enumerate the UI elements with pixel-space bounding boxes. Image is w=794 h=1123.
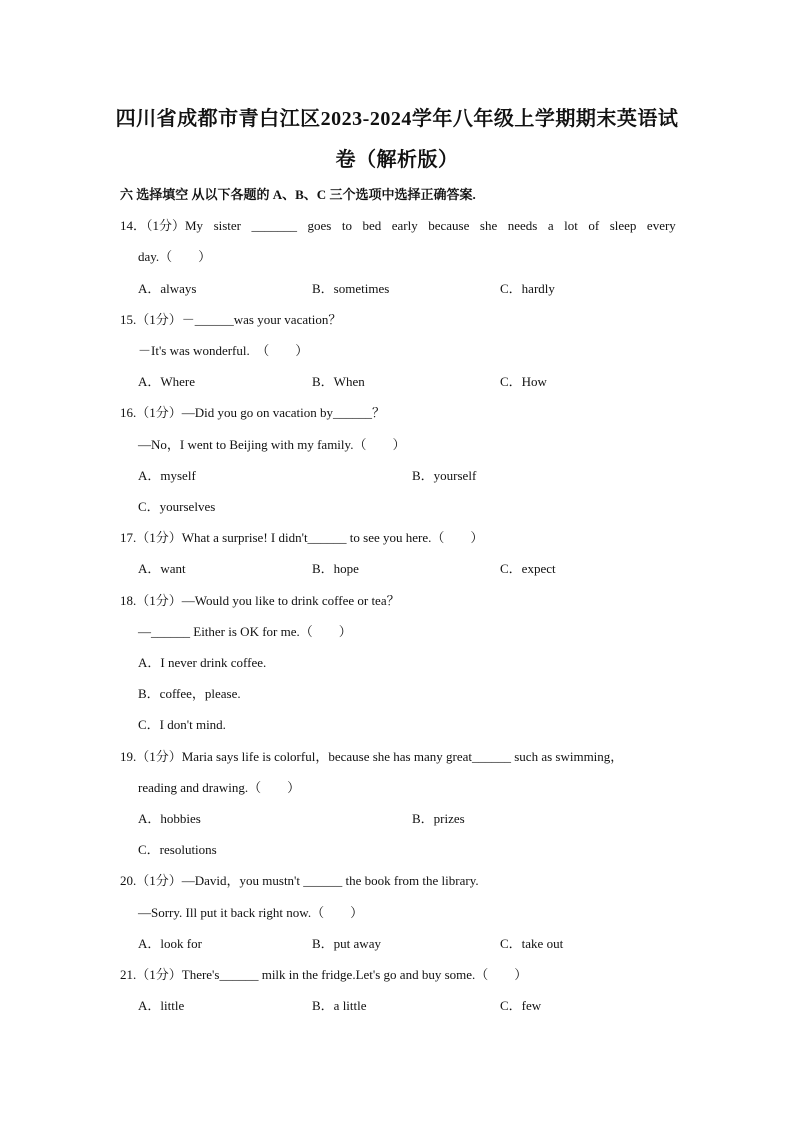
stem-word: needs bbox=[507, 218, 538, 233]
title-line-1: 四川省成都市青白江区2023-2024学年八年级上学期期末英语试 bbox=[115, 108, 679, 130]
option-c[interactable]: C．few bbox=[500, 998, 542, 1013]
option-b[interactable]: B．prizes bbox=[412, 811, 465, 826]
question-16-stem-cont: —No，I went to Beijing with my family.（ ） bbox=[138, 437, 406, 452]
stem-word: _______ bbox=[251, 218, 298, 233]
stem-word: 14．（1分）My bbox=[120, 218, 204, 233]
option-a[interactable]: A．myself bbox=[138, 468, 196, 483]
question-19-stem-cont: reading and drawing.（ ） bbox=[138, 780, 301, 795]
title-line-2: 卷（解析版） bbox=[335, 149, 459, 171]
option-b[interactable]: B．yourself bbox=[412, 468, 477, 483]
stem-word: a bbox=[547, 218, 554, 233]
question-15-stem: 15.（1分）－______was your vacation？ bbox=[120, 312, 342, 327]
stem-word: bed bbox=[362, 218, 382, 233]
option-b[interactable]: B．coffee，please. bbox=[138, 686, 241, 701]
stem-word: because bbox=[428, 218, 470, 233]
question-18-stem-cont: —______ Either is OK for me.（ ） bbox=[138, 624, 352, 639]
option-a[interactable]: A．little bbox=[138, 998, 185, 1013]
option-a[interactable]: A．look for bbox=[138, 936, 202, 951]
option-a[interactable]: A．Where bbox=[138, 374, 196, 389]
question-15-stem-cont: －It's was wonderful. （ ） bbox=[138, 343, 309, 358]
option-a[interactable]: A．want bbox=[138, 561, 186, 576]
question-19-stem: 19.（1分）Maria says life is colorful，because she has many great______ such as swimming， bbox=[120, 749, 624, 764]
option-b[interactable]: B．sometimes bbox=[312, 281, 390, 296]
stem-word: she bbox=[479, 218, 498, 233]
question-18-stem: 18.（1分）—Would you like to drink coffee or tea？ bbox=[120, 593, 400, 608]
option-c[interactable]: C．expect bbox=[500, 561, 556, 576]
option-c[interactable]: C．yourselves bbox=[138, 499, 216, 514]
option-b[interactable]: B．put away bbox=[312, 936, 381, 951]
option-c[interactable]: C．hardly bbox=[500, 281, 555, 296]
question-20-stem: 20.（1分）—David，you mustn't ______ the book from the library. bbox=[120, 873, 479, 888]
stem-word: to bbox=[341, 218, 352, 233]
option-c[interactable]: C．I don't mind. bbox=[138, 717, 226, 732]
question-17-stem: 17.（1分）What a surprise! I didn't______ to see you here.（ ） bbox=[120, 530, 484, 545]
question-16-stem: 16.（1分）—Did you go on vacation by______？ bbox=[120, 405, 386, 420]
stem-word: goes bbox=[307, 218, 332, 233]
option-a[interactable]: A．I never drink coffee. bbox=[138, 655, 267, 670]
question-14-stem bbox=[120, 218, 676, 234]
option-a[interactable]: A．always bbox=[138, 281, 197, 296]
stem-word: sister bbox=[213, 218, 242, 233]
question-20-stem-cont: —Sorry. Ill put it back right now.（ ） bbox=[138, 905, 364, 920]
option-c[interactable]: C．take out bbox=[500, 936, 564, 951]
option-b[interactable]: B．When bbox=[312, 374, 365, 389]
option-b[interactable]: B．hope bbox=[312, 561, 359, 576]
option-a[interactable]: A．hobbies bbox=[138, 811, 201, 826]
option-c[interactable]: C．How bbox=[500, 374, 547, 389]
section-heading: 六 选择填空 从以下各题的 A、B、C 三个选项中选择正确答案. bbox=[120, 187, 476, 202]
stem-word: every bbox=[646, 218, 676, 233]
stem-word: lot bbox=[564, 218, 578, 233]
stem-word: early bbox=[391, 218, 418, 233]
option-c[interactable]: C．resolutions bbox=[138, 842, 217, 857]
stem-word: sleep bbox=[609, 218, 637, 233]
stem-word: of bbox=[588, 218, 600, 233]
option-b[interactable]: B．a little bbox=[312, 998, 367, 1013]
question-14-stem-cont: day.（ ） bbox=[138, 249, 212, 264]
question-21-stem: 21.（1分）There's______ milk in the fridge.Let's go and buy some.（ ） bbox=[120, 967, 528, 982]
